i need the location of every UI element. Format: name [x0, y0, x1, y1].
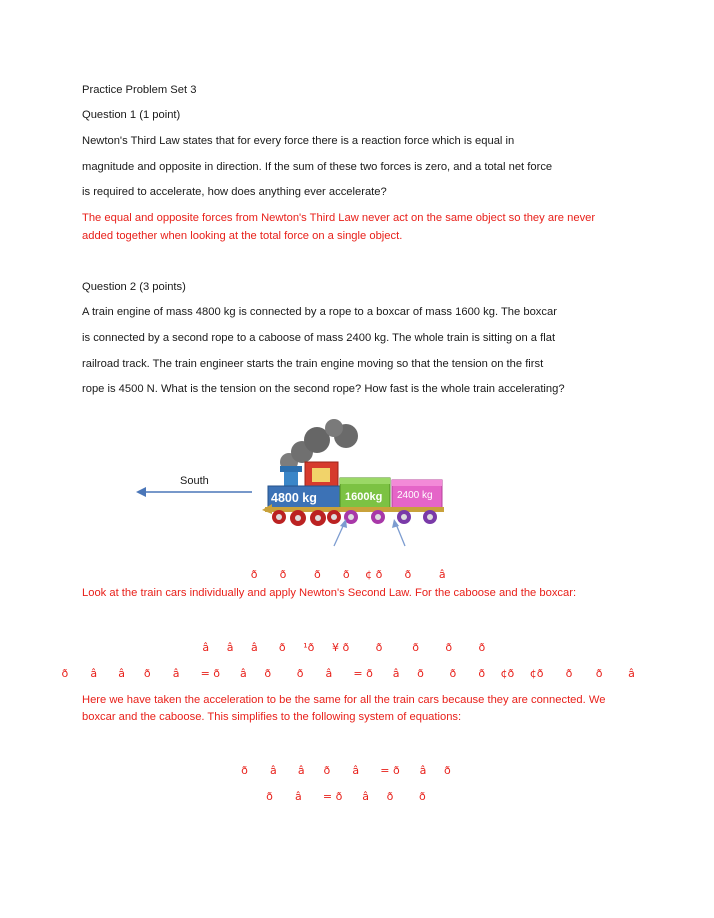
caboose [390, 480, 444, 524]
garbled-equation-4: ðâ â ðâ = ðâð [241, 764, 473, 777]
direction-arrow [136, 487, 252, 497]
garbled-equation-5: ðâ = ðâð ð [266, 790, 448, 803]
q1-answer-line-1: The equal and opposite forces from Newton's Third Law never act on the same object so they are never [82, 212, 596, 224]
q2-text-line-2: is connected by a second rope to a caboose of mass 2400 kg. The whole train is sitting on a flat [82, 332, 556, 344]
q2-answer-intro: Look at the train cars individually and apply Newton's Second Law. For the caboose and the boxcar: [82, 587, 577, 599]
boxcar-mass-label: 1600kg [345, 491, 383, 503]
engine-mass-label: 4800 kg [271, 491, 317, 505]
q1-heading: Question 1 (1 point) [82, 109, 181, 121]
direction-label: South [180, 475, 209, 487]
q2-text-line-4: rope is 4500 N. What is the tension on the second rope? How fast is the whole train accelerating? [82, 383, 565, 395]
rope-pointer-arrows [334, 519, 405, 546]
garbled-equation-1: ðð ðð¢ ðð â [250, 568, 464, 581]
q2-heading: Question 2 (3 points) [82, 281, 186, 293]
q1-text-line-3: is required to accelerate, how does anything ever accelerate? [82, 186, 387, 198]
page-title: Practice Problem Set 3 [82, 84, 197, 96]
q2-text-line-1: A train engine of mass 4800 kg is connected by a rope to a boxcar of mass 1600 kg. The boxcar [82, 306, 557, 318]
garbled-equation-3: ðâ â ðâ = ðâð ðâ = ðâð ðð¢ð¢ðð ð â [61, 667, 653, 680]
q2-answer-middle-2: boxcar and the caboose. This simplifies to the following system of equations: [82, 711, 462, 723]
q1-answer-line-2: added together when looking at the total force on a single object. [82, 230, 403, 242]
caboose-mass-label: 2400 kg [397, 490, 433, 501]
q2-text-line-3: railroad track. The train engineer starts the train engine moving so that the tension on the first [82, 358, 544, 370]
q2-answer-middle-1: Here we have taken the acceleration to be the same for all the train cars because they are connected. We [82, 694, 606, 706]
q1-text-line-2: magnitude and opposite in direction. If the sum of these two forces is zero, and a total net force [82, 161, 553, 173]
garbled-equation-2: âââ ð¹ð¥ ðð ððð [202, 641, 512, 654]
q1-text-line-1: Newton's Third Law states that for every force there is a reaction force which is equal in [82, 135, 515, 147]
